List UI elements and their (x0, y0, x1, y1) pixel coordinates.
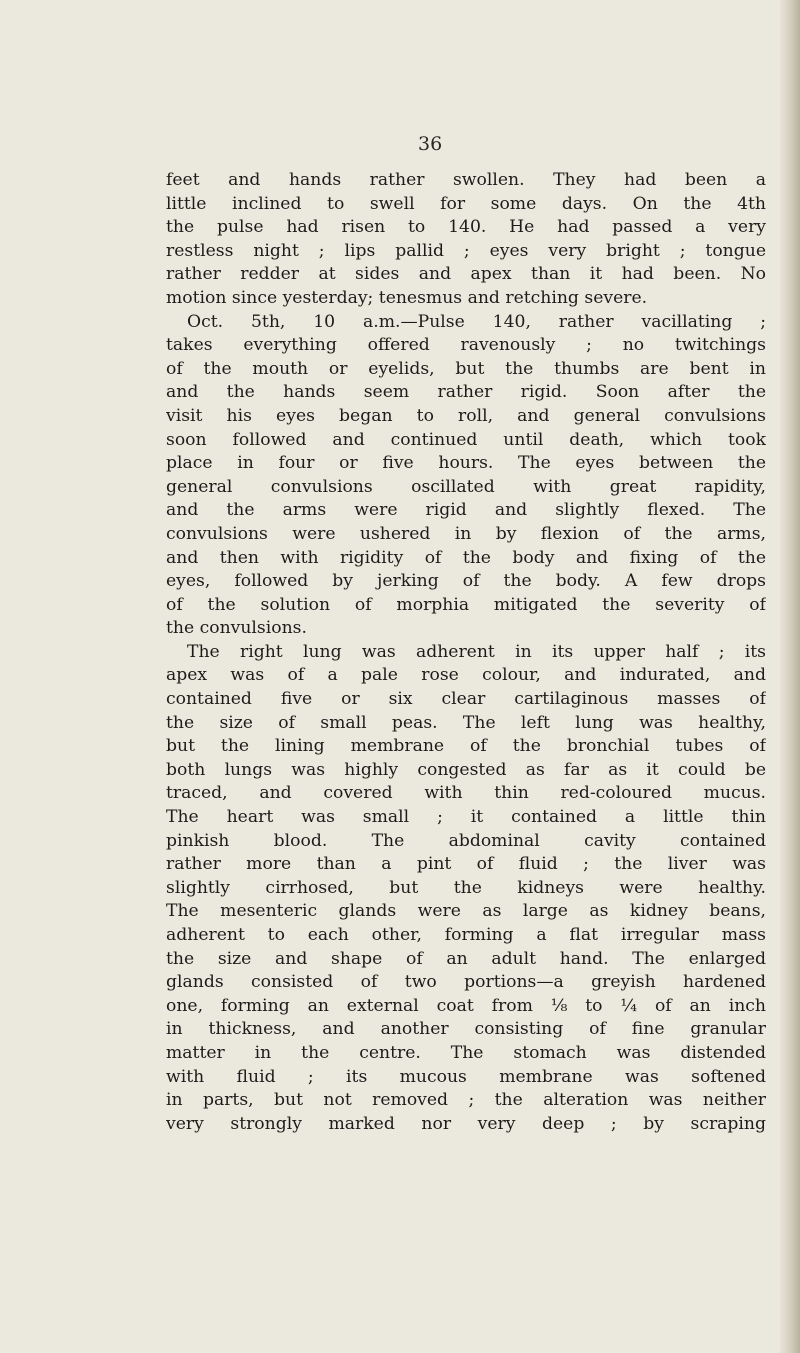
text-line: apex was of a pale rose colour, and indurated, and (166, 665, 766, 686)
text-line: and the hands seem rather rigid. Soon after the (166, 382, 766, 403)
text-line: the size of small peas. The left lung was healthy, (166, 712, 766, 733)
text-line: glands consisted of two portions—a greyish hardened (166, 972, 766, 993)
text-line: the size and shape of an adult hand. The enlarged (166, 948, 766, 969)
text-line: slightly cirrhosed, but the kidneys were healthy. (166, 877, 766, 898)
text-line: but the lining membrane of the bronchial tubes of (166, 736, 766, 757)
text-line: rather redder at sides and apex than it had been. No (166, 264, 766, 285)
page-number: 36 (418, 133, 443, 155)
text-line: both lungs was highly congested as far as it could be (166, 759, 766, 780)
text-line: eyes, followed by jerking of the body. A few drops (166, 571, 766, 592)
text-line: Oct. 5th, 10 a.m.—Pulse 140, rather vacillating ; (187, 311, 766, 332)
text-line: traced, and covered with thin red-coloured mucus. (166, 783, 766, 804)
text-line: of the solution of morphia mitigated the severity of (166, 594, 766, 615)
text-line: very strongly marked nor very deep ; by scraping (166, 1113, 766, 1134)
text-line: rather more than a pint of fluid ; the liver was (166, 854, 766, 875)
text-line: The right lung was adherent in its upper half ; its (187, 641, 766, 662)
text-line: and the arms were rigid and slightly flexed. The (166, 500, 766, 521)
text-line: of the mouth or eyelids, but the thumbs are bent in (166, 358, 766, 379)
body-text (166, 169, 766, 1136)
text-line: in thickness, and another consisting of fine granular (166, 1019, 766, 1040)
text-line: visit his eyes began to roll, and general convulsions (166, 405, 766, 426)
text-line: soon followed and continued until death, which took (166, 429, 766, 450)
text-line: takes everything offered ravenously ; no twitchings (166, 335, 766, 356)
text-line: contained five or six clear cartilaginous masses of (166, 689, 766, 710)
text-line: pinkish blood. The abdominal cavity contained (166, 830, 766, 851)
text-line: general convulsions oscillated with great rapidity, (166, 476, 766, 497)
text-line: the convulsions. (166, 618, 307, 639)
text-line: adherent to each other, forming a flat irregular mass (166, 925, 766, 945)
text-line: matter in the centre. The stomach was distended (166, 1042, 766, 1063)
text-line: The mesenteric glands were as large as kidney beans, (166, 901, 766, 922)
text-line: one, forming an external coat from ⅛ to ¼ of an inch (166, 995, 766, 1016)
text-line: The heart was small ; it contained a little thin (166, 807, 766, 828)
text-line: in parts, but not removed ; the alteration was neither (166, 1090, 766, 1111)
text-line: convulsions were ushered in by flexion of the arms, (166, 523, 766, 544)
text-line: restless night ; lips pallid ; eyes very bright ; tongue (166, 240, 766, 261)
text-line: with fluid ; its mucous membrane was softened (166, 1066, 766, 1087)
text-line: little inclined to swell for some days. On the 4th (166, 193, 766, 214)
text-line: place in four or five hours. The eyes between the (166, 453, 766, 474)
text-line: the pulse had risen to 140. He had passed a very (166, 217, 766, 238)
page-edge-shadow (780, 0, 800, 1353)
text-line: motion since yesterday; tenesmus and retching severe. (166, 287, 648, 308)
text-line: feet and hands rather swollen. They had been a (166, 170, 766, 190)
text-line: and then with rigidity of the body and fixing of the (166, 547, 766, 568)
